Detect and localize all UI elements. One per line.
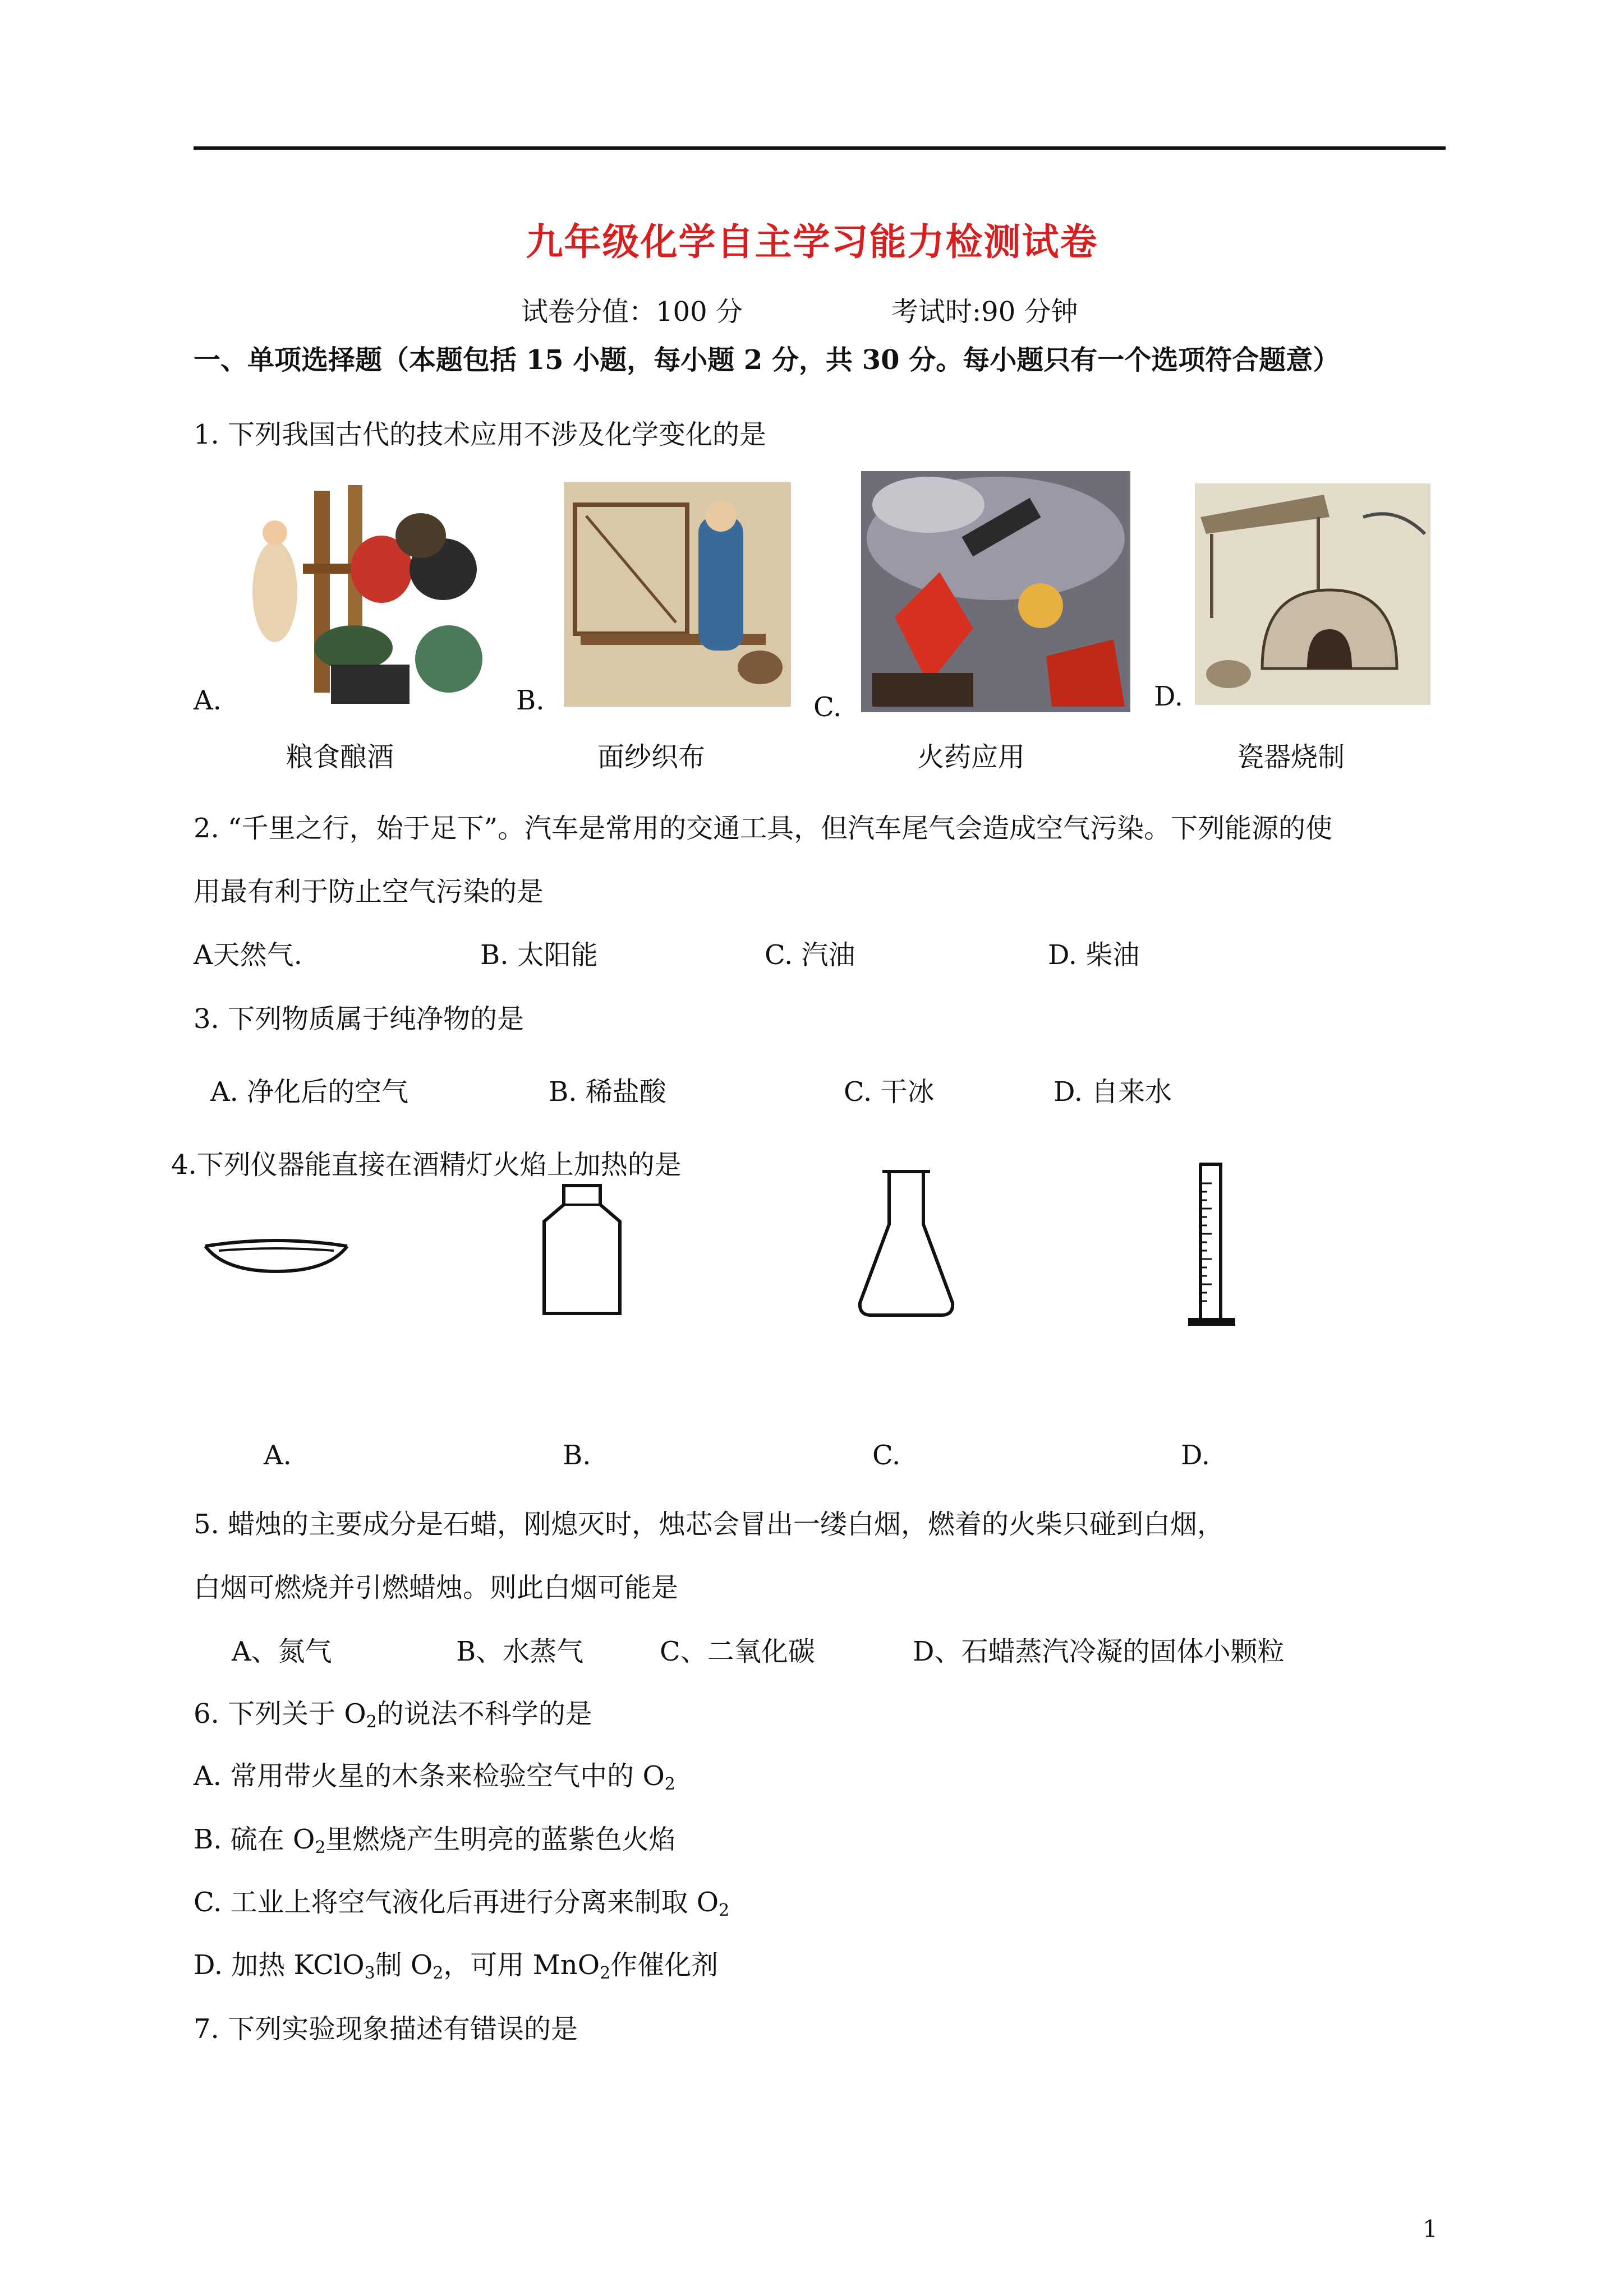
q5-option-c: C、二氧化碳 — [660, 1636, 815, 1667]
brewing-image — [236, 480, 496, 709]
q2-line1: 2. “千里之行，始于足下”。汽车是常用的交通工具，但汽车尾气会造成空气污染。下列能源的使 — [194, 813, 1333, 844]
q3-option-d: D. 自来水 — [1053, 1076, 1172, 1108]
graduated-cylinder-icon — [1184, 1161, 1240, 1329]
q5-line1: 5. 蜡烛的主要成分是石蜡，刚熄灭时，烛芯会冒出一缕白烟，燃着的火柴只碰到白烟， — [194, 1509, 1225, 1540]
q1-label-a: A. — [194, 685, 222, 716]
wide-mouth-bottle-icon — [541, 1182, 623, 1317]
q2-option-b: B. 太阳能 — [480, 939, 598, 971]
q6-option-a: A. 常用带火星的木条来检验空气中的 O2 — [194, 1760, 675, 1794]
q1-label-c: C. — [813, 691, 842, 723]
q1-label-d: D. — [1154, 681, 1184, 712]
weaving-image — [564, 482, 791, 707]
q6-option-d: D. 加热 KClO3制 O2，可用 MnO2作催化剂 — [194, 1949, 719, 1983]
q3-option-b: B. 稀盐酸 — [549, 1076, 666, 1108]
page-title: 九年级化学自主学习能力检测试卷 — [526, 220, 1098, 264]
q4-label-a: A. — [264, 1440, 292, 1471]
score-value: 试卷分值：100 分 — [521, 296, 743, 328]
q2-line2: 用最有利于防止空气污染的是 — [194, 876, 544, 907]
q2-option-a: A天然气. — [194, 939, 302, 971]
q1-caption-d: 瓷器烧制 — [1237, 741, 1345, 773]
header-rule — [194, 146, 1446, 150]
q3-option-c: C. 干冰 — [844, 1076, 935, 1108]
conical-flask-icon — [854, 1168, 958, 1320]
q7-stem: 7. 下列实验现象描述有错误的是 — [194, 2013, 578, 2045]
q5-option-b: B、水蒸气 — [456, 1636, 584, 1667]
q2-option-c: C. 汽油 — [765, 939, 855, 971]
q6-option-c: C. 工业上将空气液化后再进行分离来制取 O2 — [194, 1887, 730, 1920]
q1-caption-c: 火药应用 — [917, 741, 1025, 773]
porcelain-image — [1195, 483, 1430, 705]
exam-time: 考试时:90 分钟 — [891, 296, 1078, 328]
q4-label-b: B. — [563, 1440, 591, 1471]
q6-option-b: B. 硫在 O2里燃烧产生明亮的蓝紫色火焰 — [194, 1824, 676, 1857]
q1-label-b: B. — [516, 685, 545, 716]
q4-label-d: D. — [1181, 1440, 1211, 1471]
q4-label-c: C. — [872, 1440, 901, 1471]
q1-stem: 1. 下列我国古代的技术应用不涉及化学变化的是 — [194, 419, 767, 450]
q1-caption-a: 粮食酿酒 — [286, 741, 394, 773]
q3-stem: 3. 下列物质属于纯净物的是 — [194, 1003, 525, 1035]
q3-option-a: A. 净化后的空气 — [210, 1076, 409, 1108]
q6-stem: 6. 下列关于 O2的说法不科学的是 — [194, 1698, 592, 1732]
q5-option-d: D、石蜡蒸汽冷凝的固体小颗粒 — [913, 1636, 1285, 1667]
q2-option-d: D. 柴油 — [1048, 939, 1140, 971]
evaporating-dish-icon — [202, 1229, 351, 1274]
q5-option-a: A、氮气 — [232, 1636, 332, 1667]
q4-stem: 4.下列仪器能直接在酒精灯火焰上加热的是 — [171, 1149, 682, 1181]
page-number: 1 — [1423, 2215, 1438, 2243]
gunpowder-image — [861, 471, 1130, 712]
section-heading: 一、单项选择题（本题包括 15 小题，每小题 2 分，共 30 分。每小题只有一个选项符合题意） — [194, 344, 1340, 376]
q1-caption-b: 面纱织布 — [597, 741, 706, 773]
q5-line2: 白烟可燃烧并引燃蜡烛。则此白烟可能是 — [194, 1572, 679, 1603]
